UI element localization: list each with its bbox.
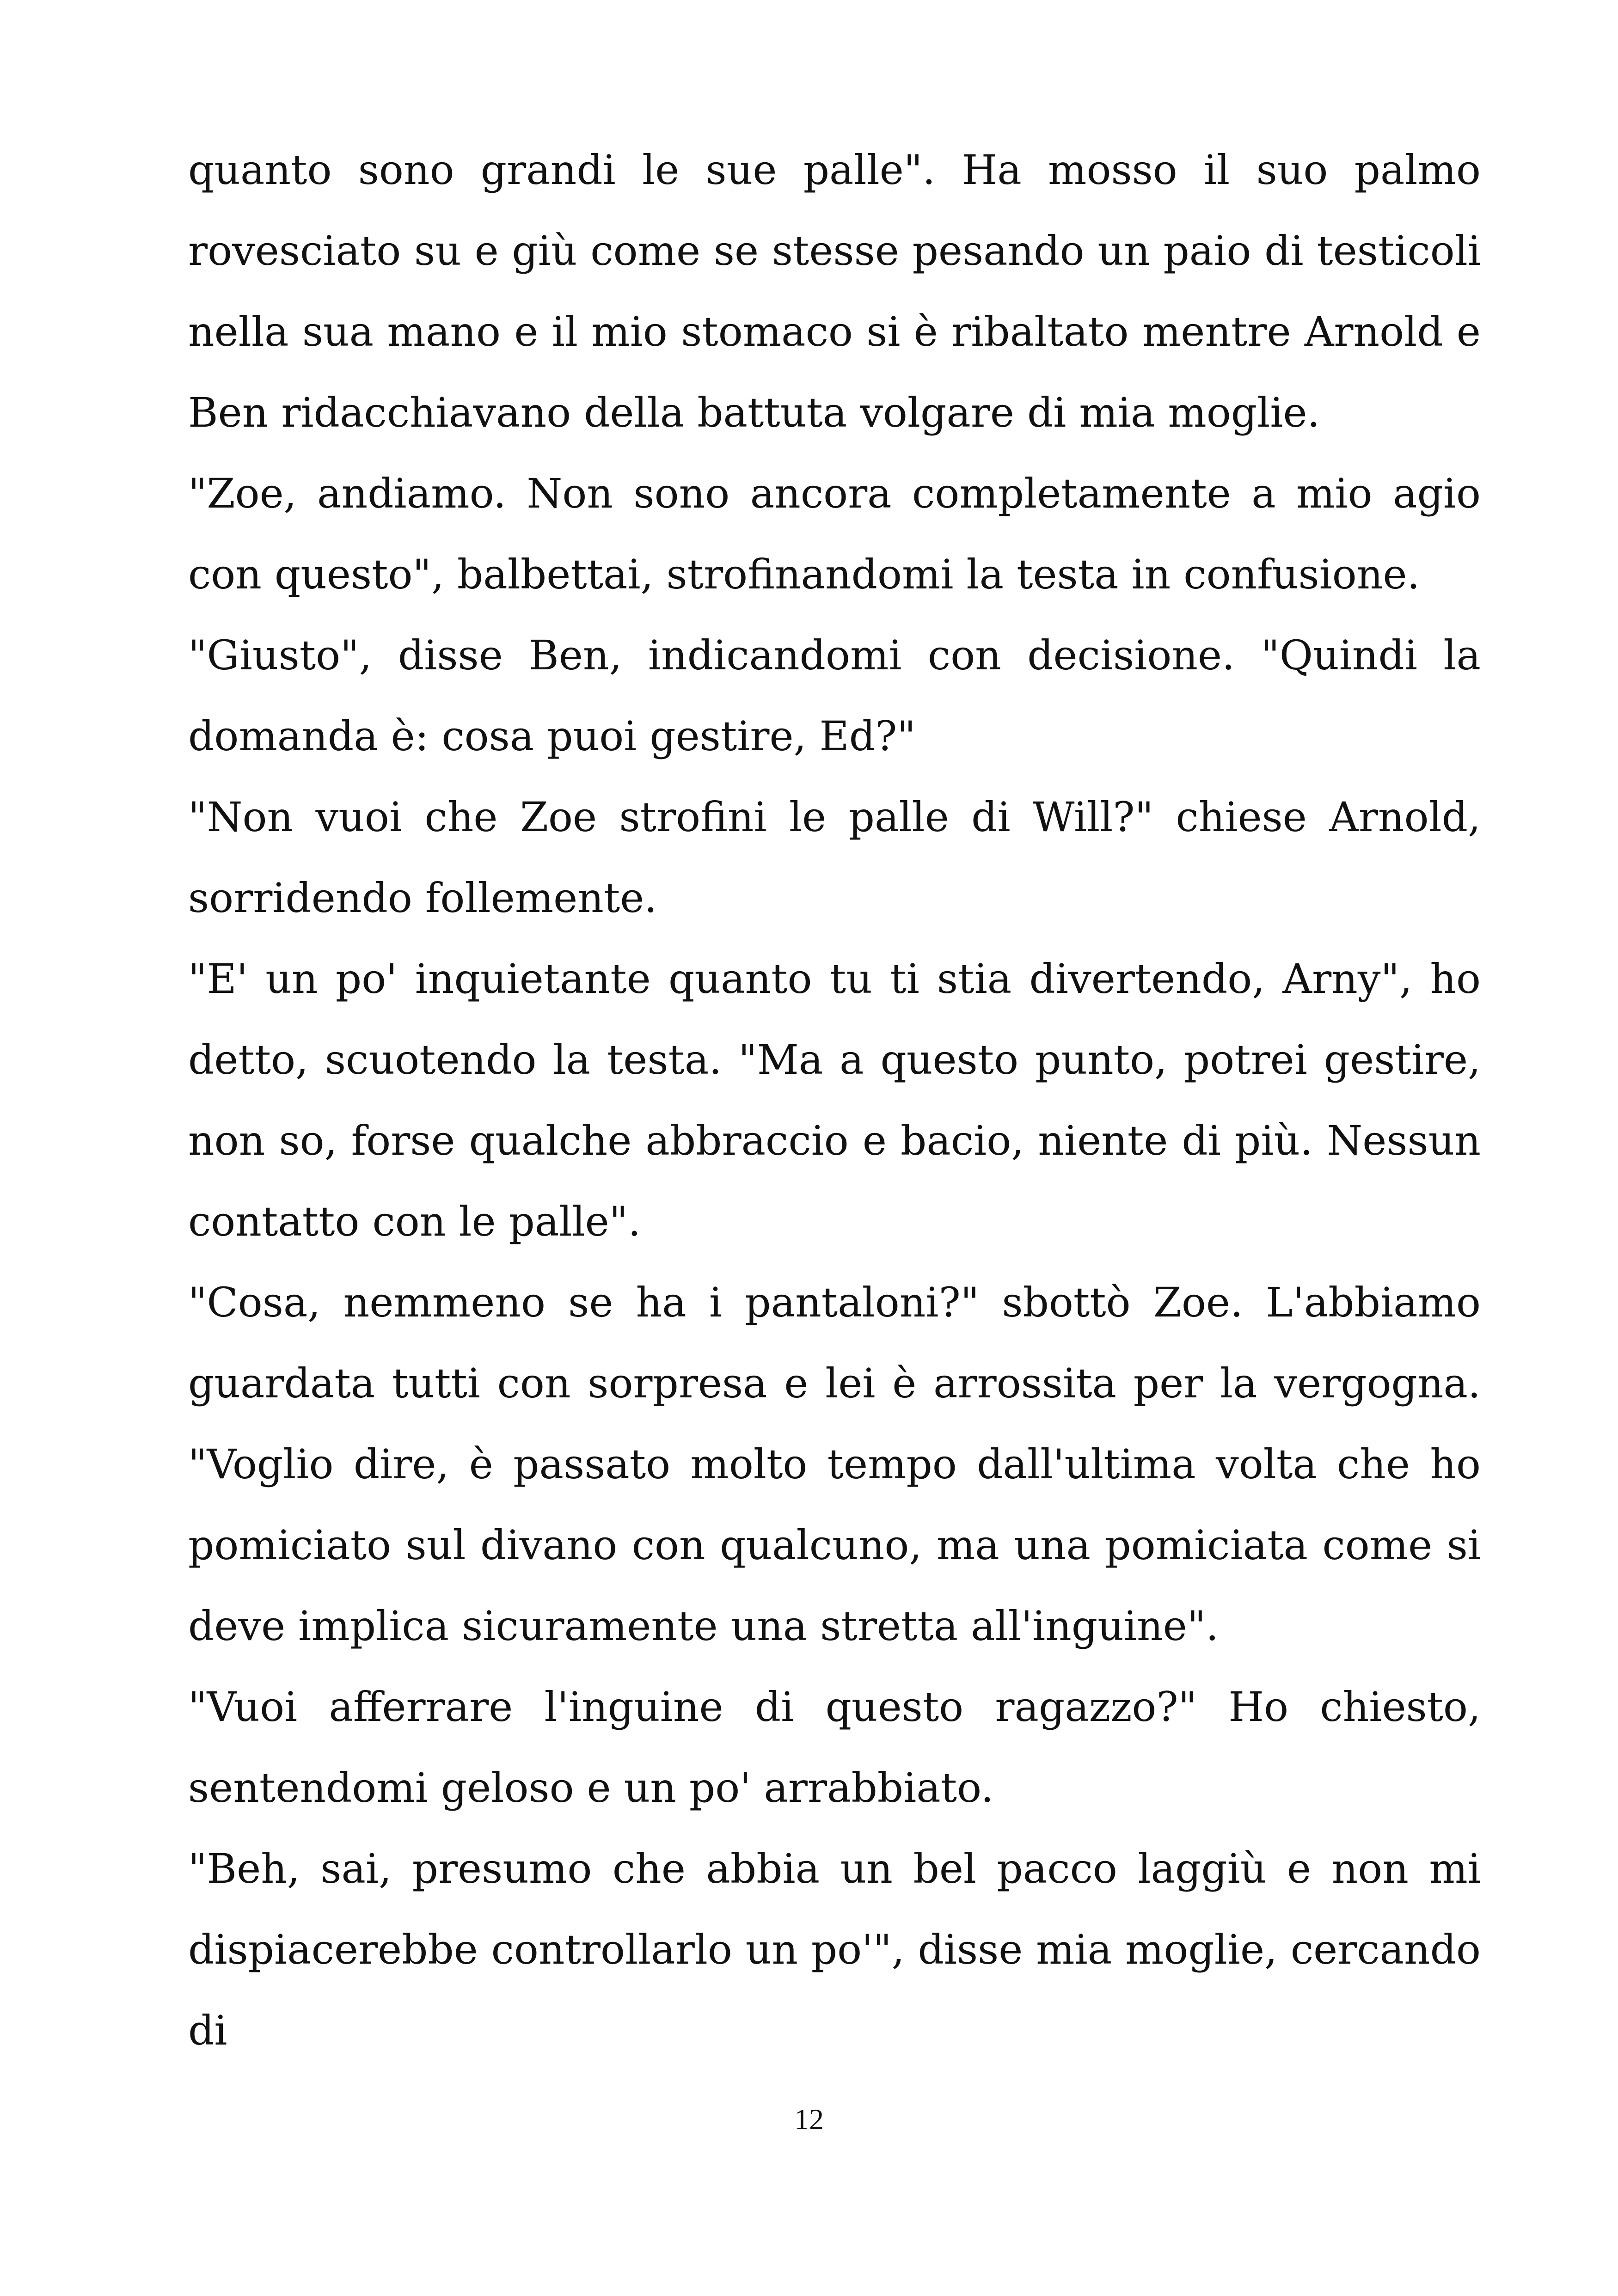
paragraph: "Cosa, nemmeno se ha i pantaloni?" sbottò Zoe. L'abbiamo guardata tutti con sorpresa e lei è arrossita per la vergogna. "Voglio dire, è passato molto tempo dall'ultima volta che ho pomiciato sul divano con qualcuno, ma una pomiciata come si deve implica sicuramente una stretta all'inguine". <box>188 1279 1481 1650</box>
paragraph: "Giusto", disse Ben, indicandomi con decisione. "Quindi la domanda è: cosa puoi gestire, Ed?" <box>188 631 1481 760</box>
body-text <box>188 129 1481 2071</box>
paragraph: quanto sono grandi le sue palle". Ha mosso il suo palmo rovesciato su e giù come se stesse pesando un paio di testicoli nella sua mano e il mio stomaco si è ribaltato mentre Arnold e Ben ridacchiavano della battuta volgare di mia moglie. <box>188 146 1481 436</box>
paragraph: "Non vuoi che Zoe strofini le palle di Will?" chiese Arnold, sorridendo follemente. <box>188 793 1481 922</box>
paragraph: "Zoe, andiamo. Non sono ancora completamente a mio agio con questo", balbettai, strofinandomi la testa in confusione. <box>188 470 1481 598</box>
paragraph: "E' un po' inquietante quanto tu ti stia divertendo, Arny", ho detto, scuotendo la testa. "Ma a questo punto, potrei gestire, non so, forse qualche abbraccio e bacio, niente di più. Nessun contatto con le palle". <box>188 955 1481 1245</box>
paragraph: "Beh, sai, presumo che abbia un bel pacco laggiù e non mi dispiacerebbe controllarlo un po'", disse mia moglie, cercando di <box>188 1845 1481 2054</box>
page-number: 12 <box>794 2103 824 2136</box>
paragraph: "Vuoi afferrare l'inguine di questo ragazzo?" Ho chiesto, sentendomi geloso e un po' arrabbiato. <box>188 1683 1481 1812</box>
